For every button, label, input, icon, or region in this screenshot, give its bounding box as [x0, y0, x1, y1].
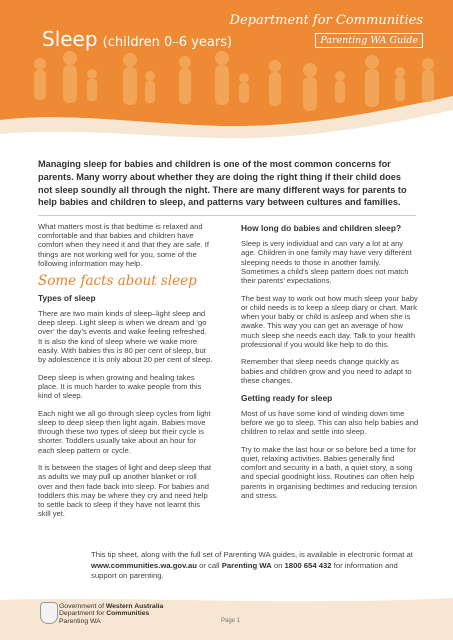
footnote — [91, 550, 421, 582]
divider — [38, 215, 416, 216]
paragraph: The best way to work out how much sleep your baby or child needs is to keep a sleep diary or chart. Mark when your baby or child is asleep and when she is awake. This way you can get an average of how much sleep she needs each day. Talk to your health professional if you would like help to do this. — [241, 293, 418, 349]
intro-paragraph: Managing sleep for babies and children is one of the most common concerns for parents. Many worry about whether they are doing the right thing if their child does not sleep soundly all through the night. There are many different ways for parents to help babies and children to sleep, and patterns vary between cultures and families. — [38, 159, 407, 208]
heading-getting-ready: Getting ready for sleep — [241, 392, 333, 403]
parenting-wa-label: Parenting WA — [221, 560, 272, 570]
gov-prefix: Government of — [59, 603, 106, 610]
heading-types-of-sleep: Types of sleep — [38, 292, 96, 303]
footnote-text: for information and support on parenting. — [91, 560, 398, 581]
paragraph: It is between the stages of light and deep sleep that as adults we may pull up another blanket or roll over and then fade back into sleep. For babies and toddlers this may be where they cry and need help to settle back to sleep if they have not learnt this skill yet. — [38, 463, 212, 519]
paragraph: There are two main kinds of sleep–light sleep and deep sleep. Light sleep is when we dream and ‘go over’ the day’s events and wake feeling refreshed. It is also the kind of sleep where we wake more easily. With babies this is 80 per cent of sleep, but by adolescence it is only about 20 per cent of sleep. — [38, 308, 213, 364]
phone-number[interactable]: 1800 654 432 — [284, 560, 332, 570]
title-main: Sleep — [42, 27, 98, 51]
paragraph: Deep sleep is when growing and healing takes place. It is much harder to wake people from this kind of sleep. — [38, 372, 202, 401]
department-name: Department for Communities — [229, 13, 423, 28]
paragraph: Remember that sleep needs change quickly as babies and children grow and you need to adapt to these changes. — [241, 357, 412, 385]
department-logo — [230, 13, 423, 48]
program-name: Parenting WA — [59, 617, 101, 625]
left-intro-text: What matters most is that bedtime is relaxed and comfortable and that babies and children have comfort when they need it and that they are safe. If things are not working well for you, some of the following information may help. — [38, 222, 209, 268]
right-column — [241, 222, 419, 509]
government-logo — [59, 603, 163, 625]
left-column — [38, 222, 213, 527]
footnote-text: This tip sheet, along with the full set of Parenting WA guides, is available in electronic format at — [91, 550, 413, 559]
paragraph: Sleep is very individual and can vary a lot at any age. Children in one family may have very different sleeping needs to those in another family. Sometimes a child’s sleep pattern does not match their parents’ expectations. — [241, 239, 412, 286]
guide-series-label: Parenting WA Guide — [315, 33, 423, 48]
heading-how-long: How long do babies and children sleep? — [241, 223, 402, 233]
dept-prefix: Department for — [59, 610, 107, 618]
footnote-text: or call — [196, 560, 222, 570]
section-title-facts: Some facts about sleep — [38, 272, 197, 289]
footnote-text: on — [271, 560, 285, 570]
gov-state: Western Australia — [105, 603, 164, 610]
page-number: Page 1 — [221, 618, 241, 624]
dept-name: Communities — [106, 610, 150, 618]
page-title — [42, 27, 232, 51]
paragraph: Each night we all go through sleep cycles from light sleep to deep sleep then light again. Babies move through these two types of sleep but their cycle is shorter. Toddlers usually take about an hour for each sleep pattern or cycle. — [38, 408, 211, 455]
title-age-range: (children 0–6 years) — [102, 35, 233, 50]
paragraph: Try to make the last hour or so before bed a time for quiet, relaxing activities. Babies generally find comfort and security in a bath, a quiet story, a song and special goodnight kiss. Routines can often help parents in organising bedtimes and reducing tension and stress. — [241, 444, 418, 500]
website-link[interactable]: www.communities.wa.gov.au — [91, 560, 197, 570]
wa-crest-icon — [40, 602, 58, 624]
paragraph: Most of us have some kind of winding down time before we go to sleep. This can also help babies and children to relax and settle into sleep. — [241, 408, 419, 437]
